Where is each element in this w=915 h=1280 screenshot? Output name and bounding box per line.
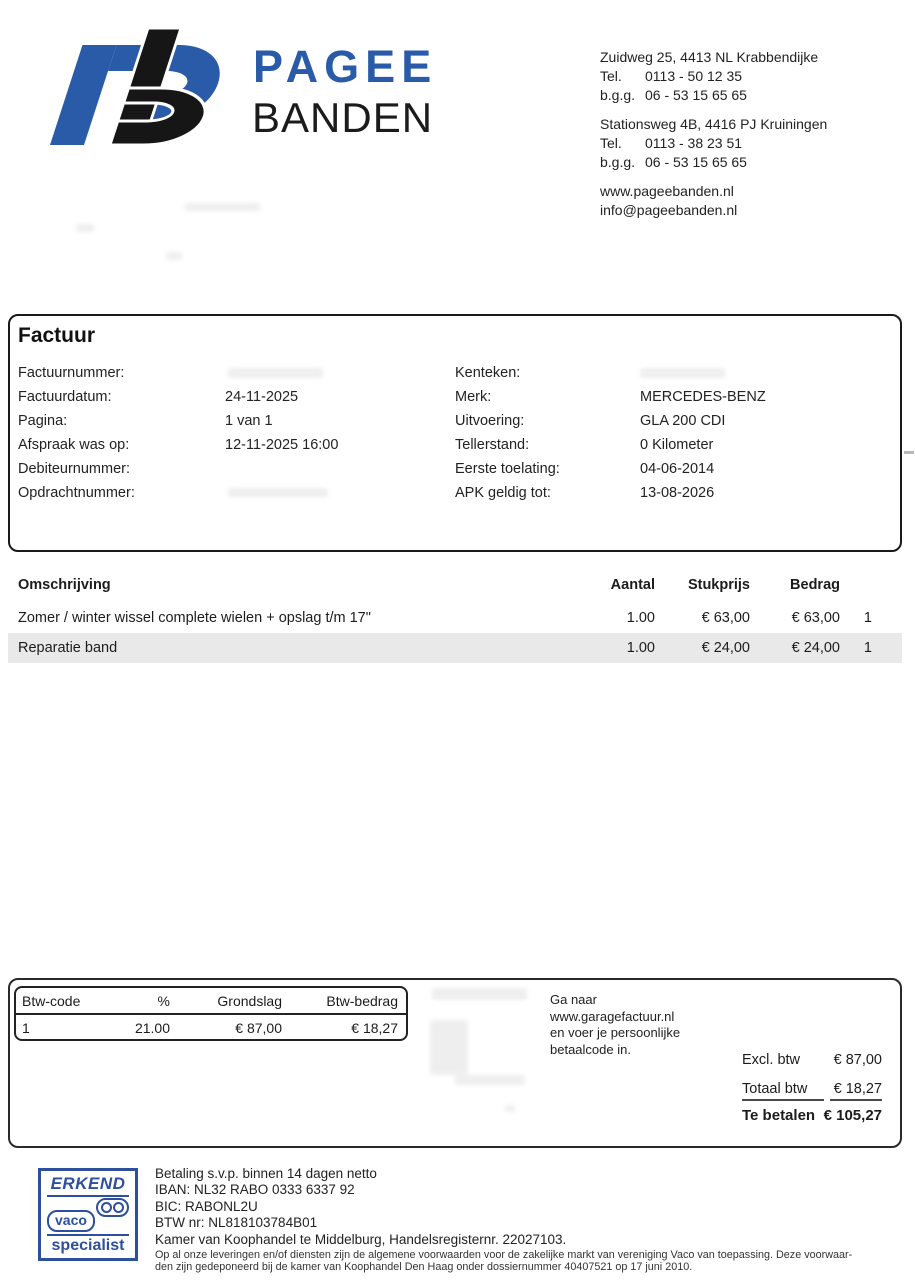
bic-line: BIC: RABONL2U [155,1198,258,1214]
header-description: Omschrijving [18,577,111,593]
totals-excl-label: Excl. btw [742,1052,801,1068]
field-label: Afspraak was op: [18,437,130,453]
totals-block [742,1052,882,1124]
totals-excl-row [742,1052,882,1068]
totals-final-label: Te betalen [742,1107,816,1124]
redaction-smudge [166,252,182,260]
field-label: Tellerstand: [455,437,530,453]
location-1 [600,48,827,105]
redaction-smudge [228,368,323,378]
btw-header-pct: % [157,992,170,1009]
header-qty: Aantal [610,577,655,593]
totals-btw-row [742,1081,882,1097]
field-value: 12-11-2025 16:00 [225,437,339,453]
header-amount: Bedrag [790,577,840,593]
field-value: 04-06-2014 [640,461,715,477]
field-value: GLA 200 CDI [640,413,726,429]
btw-header-grondslag: Grondslag [217,992,282,1009]
invoice-details-box [8,314,902,552]
location-2-tel: Tel. 0113 - 38 23 51 [600,135,743,151]
brand-name-pagee: PAGEE [253,41,438,92]
vaco-wordmark: vaco [47,1210,95,1232]
btw-pct: 21.00 [134,1020,170,1036]
item-description: Zomer / winter wissel complete wielen + opslag t/m 17" [18,610,371,626]
footer-payment-details [155,1166,566,1248]
table-row [8,604,902,632]
location-1-bgg: b.g.g. 06 - 53 15 65 65 [600,87,747,103]
item-qty: 1.00 [626,610,655,626]
redaction-smudge [185,203,260,211]
item-description: Reparatie band [18,640,118,656]
redaction-smudge [640,368,725,378]
company-website: www.pageebanden.nl [600,183,734,199]
location-1-address: Zuidweg 25, 4413 NL Krabbendijke [600,49,819,65]
redaction-smudge [432,988,527,1000]
item-btw-code: 1 [863,610,872,626]
redaction-smudge [228,488,328,497]
payment-term-line: Betaling s.v.p. binnen 14 dagen netto [155,1166,377,1181]
totals-excl-value: € 87,00 [833,1052,882,1068]
item-unit-price: € 63,00 [701,610,750,626]
item-qty: 1.00 [626,640,655,656]
field-value: 13-08-2026 [640,485,715,501]
field-label: Kenteken: [455,365,521,381]
location-2 [600,115,827,172]
btw-table-row [16,1015,406,1041]
btw-grondslag: € 87,00 [235,1020,282,1036]
vaco-erkend-label: ERKEND [47,1174,129,1197]
kvk-line: Kamer van Koophandel te Middelburg, Handelsregisternr. 22027103. [155,1231,567,1247]
field-label: Eerste toelating: [455,461,560,477]
field-label: Factuurdatum: [18,389,112,405]
pagee-banden-logo-icon [44,28,244,150]
brand-name-banden: BANDEN [252,94,434,141]
field-label: Pagina: [18,413,68,429]
item-unit-price: € 24,00 [701,640,750,656]
payment-note: Ga naar www.garagefactuur.nl en voer je persoonlijke betaalcode in. [550,992,681,1057]
payment-note-url: www.garagefactuur.nl [550,1008,675,1024]
totals-divider [742,1099,882,1101]
company-address-block [600,48,827,220]
field-value: 1 van 1 [225,413,273,429]
iban-line: IBAN: NL32 RABO 0333 6337 92 [155,1182,355,1198]
totals-final-value: € 105,27 [823,1107,882,1124]
item-amount: € 24,00 [791,640,840,656]
btw-table [14,986,408,1041]
btw-table-header [16,988,406,1015]
footer-terms: Op al onze leveringen en/of diensten zijn de algemene voorwaarden voor de zakelijke markt van vereniging Vaco van toepassing. Deze voorwaar- den zijn gedeponeerd bij de kamer van Koophandel Den Haag onder dossiernummer 40407521 op 17 juni 2010. [155,1249,853,1274]
items-table-header [8,574,902,596]
btw-header-code: Btw-code [22,992,81,1009]
redaction-smudge [455,1075,525,1085]
vaco-specialist-label: specialist [47,1234,129,1255]
location-2-address: Stationsweg 4B, 4416 PJ Kruiningen [600,116,828,132]
field-value: 0 Kilometer [640,437,714,453]
vaco-rings-icon [96,1198,129,1217]
redaction-smudge [505,1105,515,1112]
field-label: Opdrachtnummer: [18,485,135,501]
vaco-specialist-badge [38,1168,138,1261]
field-label: Uitvoering: [455,413,525,429]
field-value: MERCEDES-BENZ [640,389,766,405]
totals-final-row [742,1107,882,1124]
redaction-smudge [430,1020,468,1075]
location-1-tel: Tel. 0113 - 50 12 35 [600,68,743,84]
btw-nr-line: BTW nr: NL818103784B01 [155,1215,318,1231]
item-amount: € 63,00 [791,610,840,626]
totals-btw-label: Totaal btw [742,1081,808,1097]
location-2-bgg: b.g.g. 06 - 53 15 65 65 [600,154,747,170]
redaction-smudge [76,224,94,232]
field-label: Merk: [455,389,492,405]
btw-code: 1 [22,1020,30,1036]
item-btw-code: 1 [863,640,872,656]
field-label: APK geldig tot: [455,485,551,501]
header-unit-price: Stukprijs [687,577,750,593]
scan-artifact [904,451,914,454]
vaco-logo-icon [47,1198,129,1234]
company-email: info@pageebanden.nl [600,202,738,218]
btw-bedrag: € 18,27 [351,1020,398,1036]
table-row [8,633,902,663]
invoice-title: Factuur [18,324,96,347]
company-contact [600,182,827,220]
field-label: Debiteurnummer: [18,461,131,477]
field-label: Factuurnummer: [18,365,125,381]
field-value: 24-11-2025 [225,389,299,405]
totals-btw-value: € 18,27 [833,1081,882,1097]
btw-header-bedrag: Btw-bedrag [326,992,398,1009]
